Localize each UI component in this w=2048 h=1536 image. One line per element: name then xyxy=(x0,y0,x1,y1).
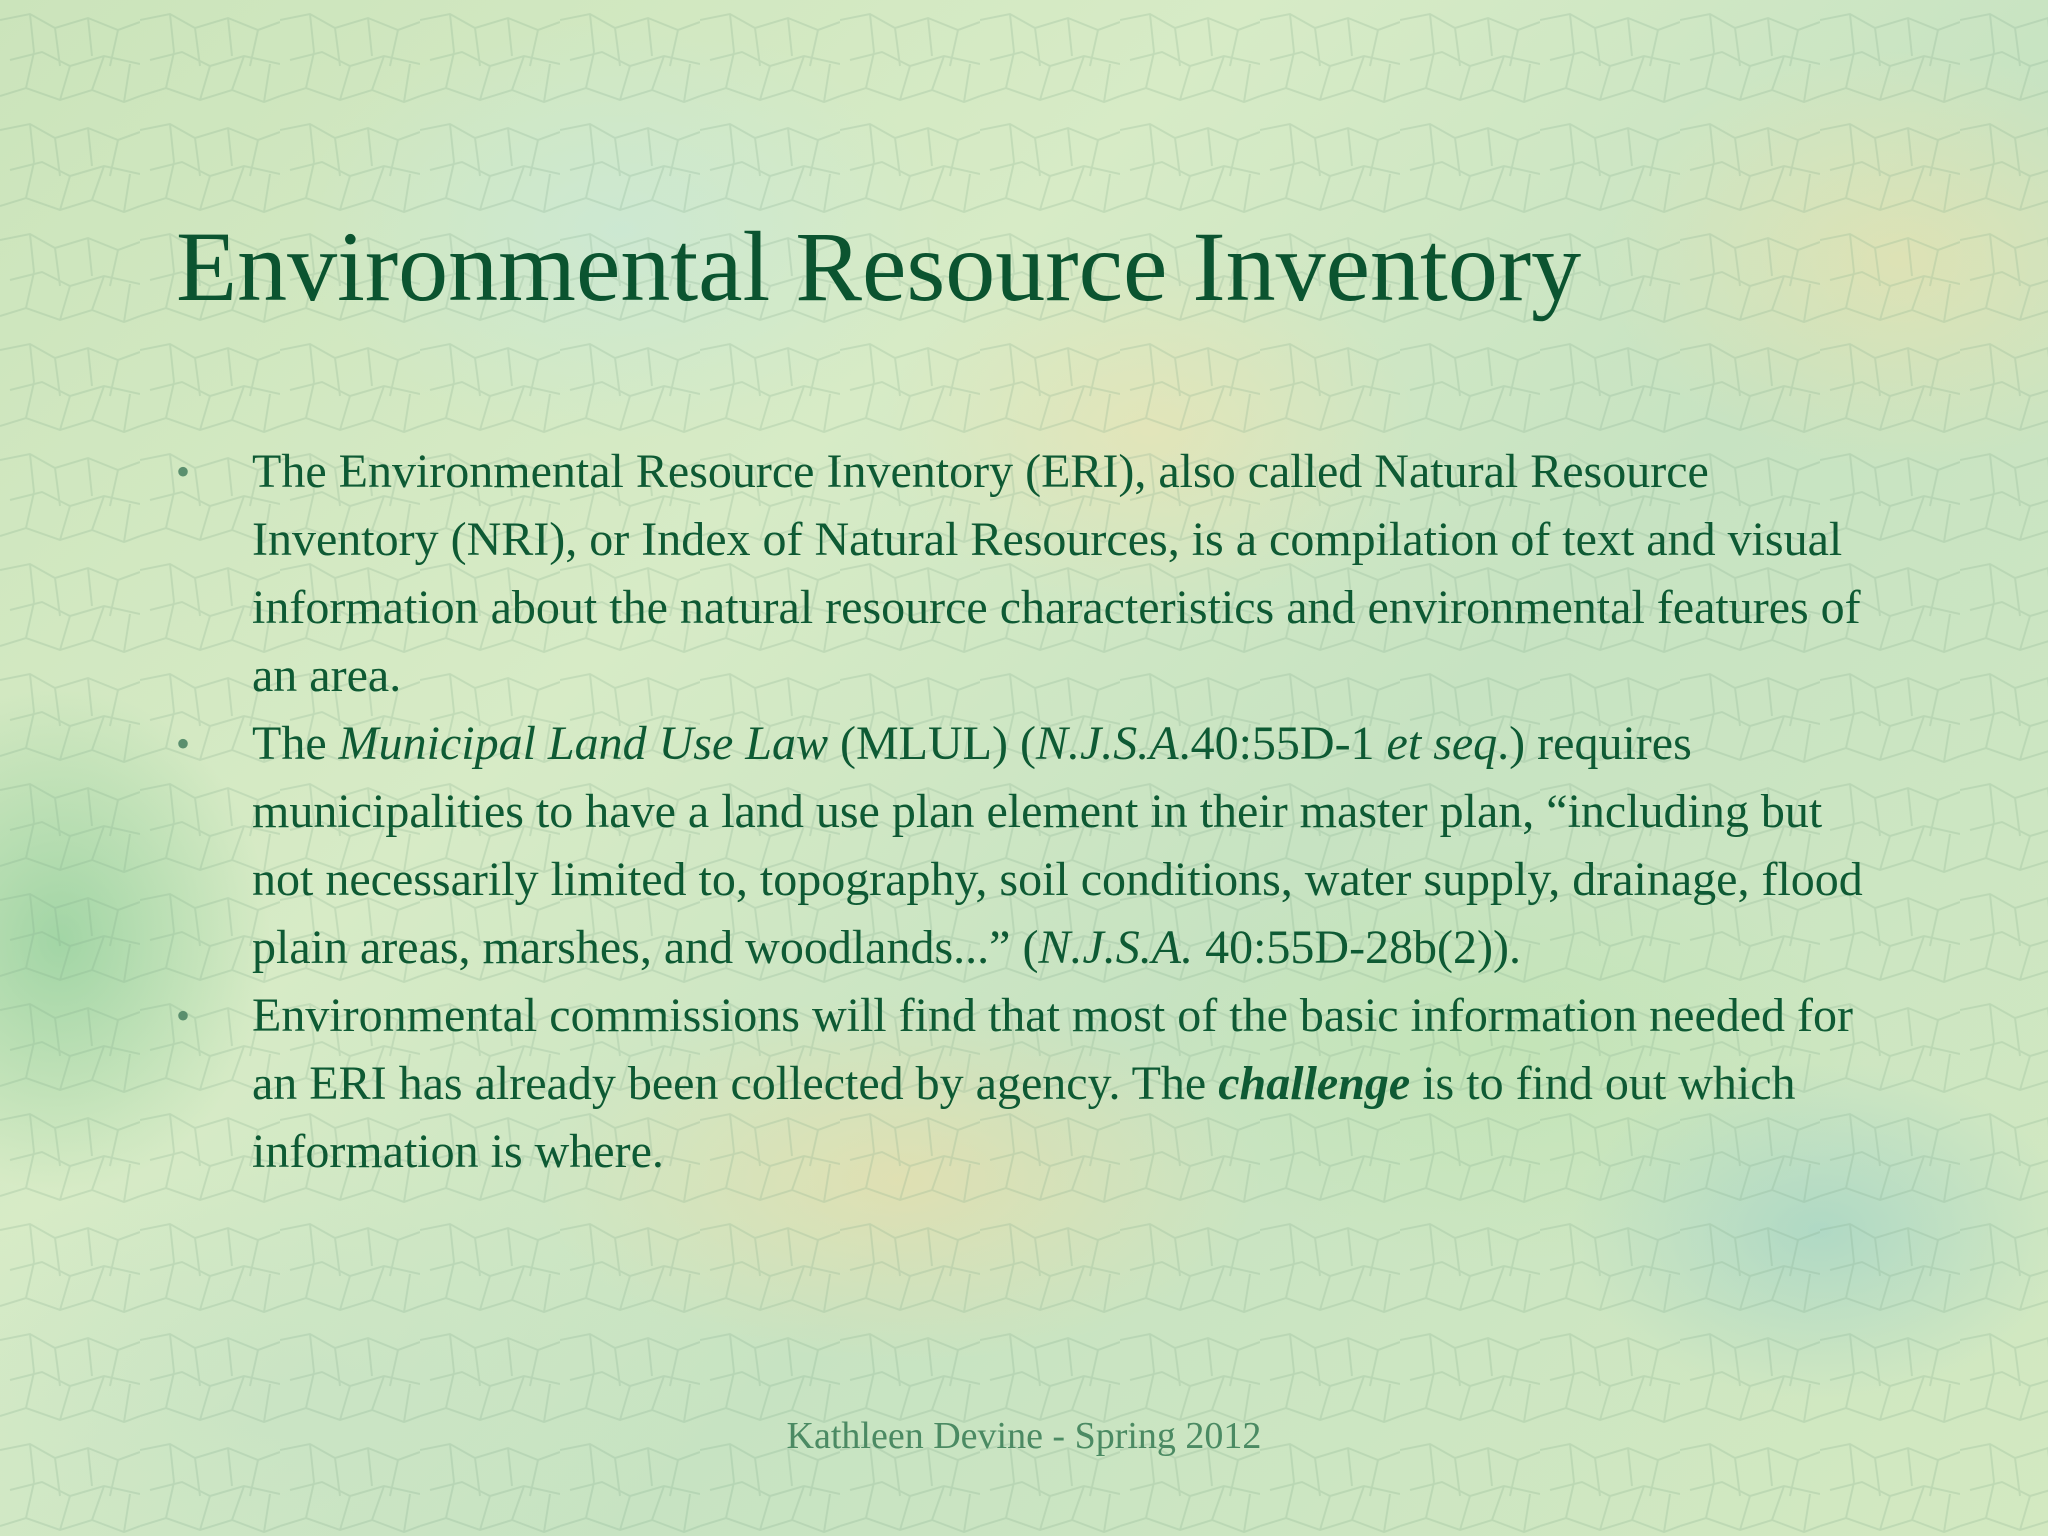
text-segment: .40:55D-1 xyxy=(1178,717,1387,770)
text-segment: (MLUL) ( xyxy=(827,717,1036,770)
law-name-italic: Municipal Land Use Law xyxy=(338,717,828,770)
challenge-emphasis: challenge xyxy=(1218,1057,1411,1110)
statute-citation-italic: N.J.S.A. xyxy=(1038,921,1194,974)
text-segment: The xyxy=(252,717,339,770)
text-segment: The Environmental Resource Inventory (ERI), also called Natural Resource Inventory (NRI), or Index of Natural Resources, is a compilation of text and visual information about the natural resource characteristics and environmental features of an area. xyxy=(252,445,1861,702)
bullet-text xyxy=(252,989,1853,1178)
text-segment: Environmental commissions will find that most of the basic information needed for an ERI has already been collected by agency. The xyxy=(252,989,1854,1110)
bullet-list xyxy=(176,438,1866,1186)
slide-title: Environmental Resource Inventory xyxy=(176,211,1582,322)
slide-footer: Kathleen Devine - Spring 2012 xyxy=(786,1415,1262,1457)
et-seq-italic: et seq xyxy=(1386,717,1498,770)
bullet-dot-icon: • xyxy=(176,993,191,1038)
bullet-dot-icon: • xyxy=(176,449,191,494)
bullet-text xyxy=(252,717,1863,974)
bullet-dot-icon: • xyxy=(176,721,191,766)
text-segment: .) requires municipalities to have a land use plan element in their master plan, “including but not necessarily limited to, topography, soil conditions, water supply, drainage, flood plain areas, marshes, and woodlands...” ( xyxy=(252,717,1863,974)
bullet-item xyxy=(176,438,1866,710)
text-segment: is to find out which information is where. xyxy=(252,1057,1796,1178)
bullet-text xyxy=(252,445,1861,702)
bullet-item xyxy=(176,710,1866,982)
statute-citation-italic: N.J.S.A xyxy=(1035,717,1179,770)
text-segment: 40:55D-28b(2)). xyxy=(1193,921,1521,974)
bullet-item xyxy=(176,982,1866,1186)
